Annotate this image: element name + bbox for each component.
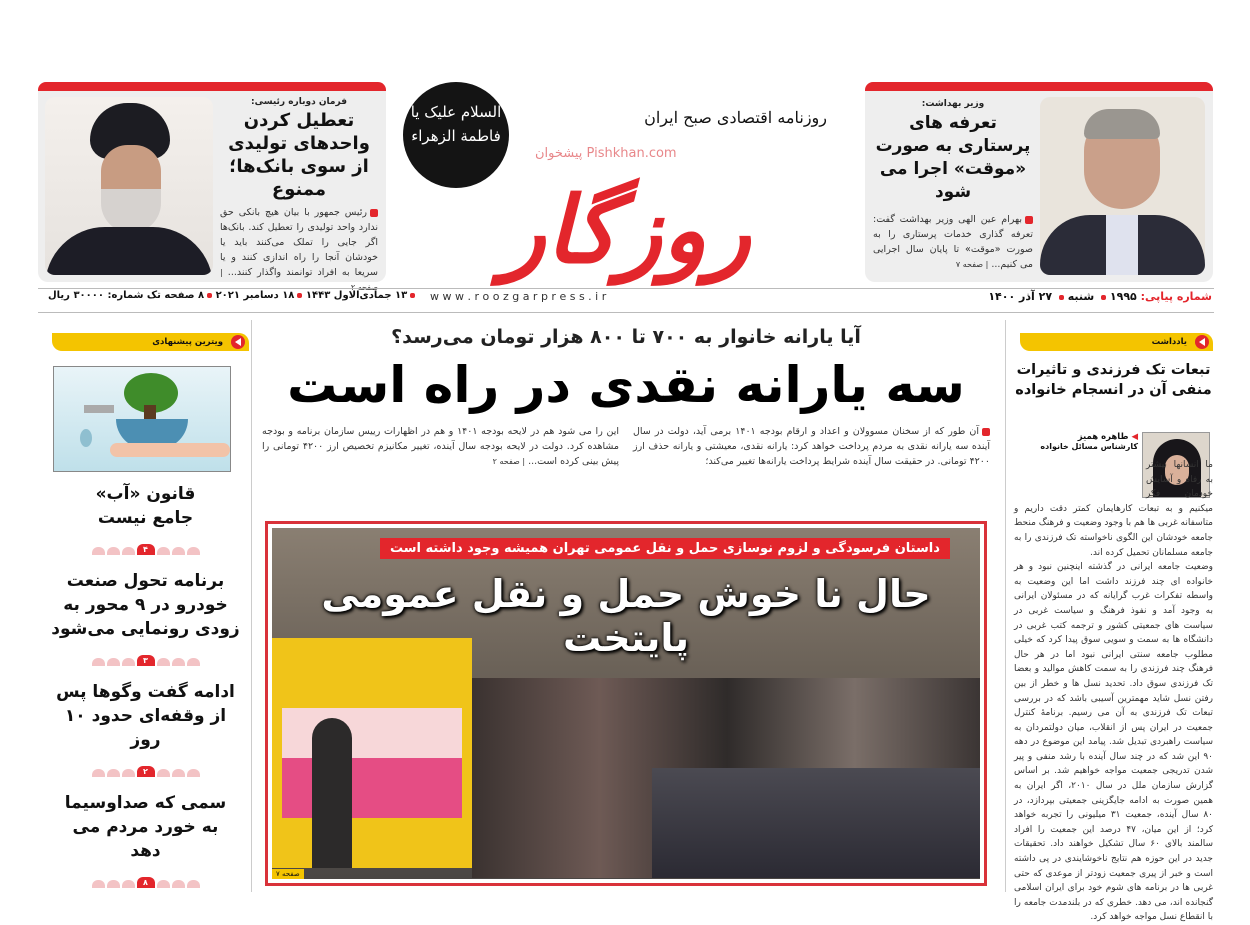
main-story[interactable] <box>262 324 990 469</box>
tagline: روزنامه اقتصادی صبح ایران <box>644 108 827 127</box>
watermark: پیشخوان Pishkhan.com <box>535 146 677 161</box>
page-ref: | صفحه ۲ <box>492 457 526 466</box>
lead-text: بهرام عین الهی وزیر بهداشت گفت: تعرفه گذاری خدمات پرستاری را به صورت «موقت» تا پایان سال اجرایی می کنیم... <box>873 214 1033 270</box>
kicker: فرمان دوباره رئیسی: <box>251 97 347 107</box>
photo-kicker: داستان فرسودگی و لزوم نوسازی حمل و نقل عمومی تهران همیشه وجود داشته است <box>380 538 950 559</box>
water-image <box>53 366 231 472</box>
red-top-bar <box>865 82 1213 91</box>
issue-dates: ۱۳ جمادی‌الاول ۱۴۴۳ ۱۸ دسامبر ۲۰۲۱ ۸ صفحه تک شماره: ۳۰۰۰۰ ریال <box>48 290 415 308</box>
author-name: طاهره همیز <box>1077 432 1129 442</box>
left-item-headline[interactable]: برنامه تحول صنعت خودرو در ۹ محور به زودی رونمایی می‌شود <box>51 571 240 639</box>
top-right-story[interactable] <box>865 82 1213 282</box>
play-icon <box>1195 335 1209 349</box>
play-icon <box>231 335 245 349</box>
website[interactable]: w w w . r o o z g a r p r e s s . i r <box>430 290 607 303</box>
main-headline: سه یارانه نقدی در راه است <box>287 356 965 414</box>
divider <box>38 288 1214 289</box>
divider <box>38 312 1214 313</box>
issue-number: شماره پیاپی: ۱۹۹۵ شنبه ۲۷ آذر ۱۴۰۰ <box>988 290 1212 303</box>
left-item-headline[interactable]: سمی که صداوسیما به خورد مردم می دهد <box>64 793 227 861</box>
raisi-photo <box>45 97 213 275</box>
pointer-icon: ◀ <box>1131 432 1138 442</box>
section-tab: ویترین پیشنهادی <box>52 333 249 351</box>
page-ref: صفحه ۷ <box>272 869 304 879</box>
main-lead-col1: آن طور که از سخنان مسوولان و اعداد و ارقام بودجه ۱۴۰۱ برمی آید، دولت در سال آینده سه یارانه نقدی به مردم پرداخت خواهد کرد: یارانه نقدی، معیشتی و یارانه حذف ارز ۴۲۰۰ تومانی. در حقیقت سال آینده شرایط پرداخت یارانه‌ها تغییر می‌کند؛ <box>633 426 990 467</box>
author-title: کارشناس مسائل خانواده <box>1040 442 1138 451</box>
photo-story[interactable] <box>265 521 987 886</box>
religious-seal: السلام علیک یا فاطمة الزهراء <box>403 82 509 188</box>
kicker: وزیر بهداشت: <box>921 99 985 109</box>
page-indicator: ۴ <box>40 536 251 555</box>
page-ref: | صفحه ۷ <box>955 260 989 269</box>
left-column <box>40 320 252 892</box>
top-left-story[interactable] <box>38 82 386 282</box>
newspaper-logo: روزگار <box>501 177 751 284</box>
page-ref: | <box>220 268 223 277</box>
editorial-headline[interactable]: تبعات تک فرزندی و تاثیرات منفی آن در انسجام خانواده <box>1015 362 1212 398</box>
lead-text: رئیس جمهور با بیان هیچ بانکی حق ندارد واحد تولیدی را تعطیل کند. بانک‌ها اگر جایی را تملک می‌کنند باید یا خودشان آنجا را راه اندازی کنند و یا سریعا به افراد توانمند واگذار کنند... <box>220 207 378 278</box>
left-item-headline[interactable]: قانون «آب» جامع نیست <box>95 484 196 528</box>
headline: تعرفه های پرستاری به صورت «موقت» اجرا می شود <box>875 113 1031 202</box>
bullet-icon <box>982 428 990 436</box>
section-tab: یادداشت <box>1020 333 1213 351</box>
main-lead-col2: این را می شود هم در لایحه بودجه ۱۴۰۱ و هم در اظهارات رییس سازمان برنامه و بودجه مشاهده کرد. دولت در لایحه بودجه سال آینده، تغییر مکانیزم تخصیص ارز ۴۲۰۰ تومانی را پیش بینی کرده است... <box>262 426 619 467</box>
editorial-body: ما انسانها بیشتر به رفاه و آسایش خودمان فکر میکنیم و به تبعات کارهایمان کمتر دقت داریم و متاسفانه غربی ها هم با وجود وضعیت و فرهنگ منحط جامعه خودشان این الگوی ناخواسته تک فرزندی را به جامعه مسلمانان تحمیل کرده اند. وضعیت جامعه ایرانی در گذشته اینچنین نبود و هر خانواده ای چند فرزند داشت اما این وضعیت به واسطه تفکرات غرب گرایانه که در مسئولان ایرانی به وجود آمد و نفوذ فرهنگ و سیاست غربی در سیاست های جمعیتی کشور و ترجمه کتب غربی در دانشگاه ها به سمت و سویی سوق پیدا کرد که خیلی مطلوب جامعه سنتی ایرانی نبود اما در هر حال فرهنگ چند فرزندی را به سمت کاهش موالید و بعضا تک فرزندی سوق داد. تحدید نسل ها و خطر از بین رفتن نسل شاید مهمترین آسیبی باشد که در بررسی تبعات تک فرزندی به آن می رسیم. برنامهٔ کنترل جمعیت در ایران پس از انقلاب، میان دولتمردان به سیاست راهبردی تبدیل شد. پیامد این موضوع در دهه ۹۰ این شد که در چند سال آینده با رشد منفی و پیر شدن تدریجی جمعیت مواجه خواهیم شد. بر اساس گزارش سازمان ملل در سال ۲۰۱۰، اگر ایران به همین صورت به ادامه جایگزینی جمعیتی بپردازد، در ۸۰ سال آینده، جمعیت ۳۱ میلیونی را تجربه خواهد کرد؛ از این میان، ۴۷ درصد این جمعیت را افراد سالمند بالای ۶۰ سال تشکیل خواهند داد. تحقیقات جدید در این حوزه هم نتایج ناخوشایندی در پی داشته است و خبر از پیری جمعیت زودتر از موعدی که حتی غربی ها در برنامه های شوم خود برای ایران اسلامی گنجانده اند، می دهد. خطری که در بلندمدت جامعه را با انقطاع نسل مواجه خواهد کرد. <box>1014 460 1214 923</box>
page-indicator: ۳ <box>40 647 251 666</box>
minister-photo <box>1040 97 1205 275</box>
main-kicker: آیا یارانه خانوار به ۷۰۰ تا ۸۰۰ هزار تومان می‌رسد؟ <box>391 326 861 348</box>
story-panel <box>38 91 386 282</box>
page-indicator: ۸ <box>40 869 251 888</box>
masthead <box>395 80 857 288</box>
photo-headline: حال نا خوش حمل و نقل عمومی پایتخت <box>321 572 931 660</box>
bullet-icon <box>370 209 378 217</box>
editorial-column <box>1005 320 1215 923</box>
story-panel <box>865 91 1213 282</box>
page-indicator: ۲ <box>40 758 251 777</box>
red-top-bar <box>38 82 386 91</box>
headline: تعطیل کردن واحدهای تولیدی از سوی بانک‌ها؛ ممنوع <box>228 110 370 200</box>
bullet-icon <box>1025 216 1033 224</box>
left-item-headline[interactable]: ادامه گفت وگوها پس از وقفه‌ای حدود ۱۰ روز <box>56 682 235 750</box>
